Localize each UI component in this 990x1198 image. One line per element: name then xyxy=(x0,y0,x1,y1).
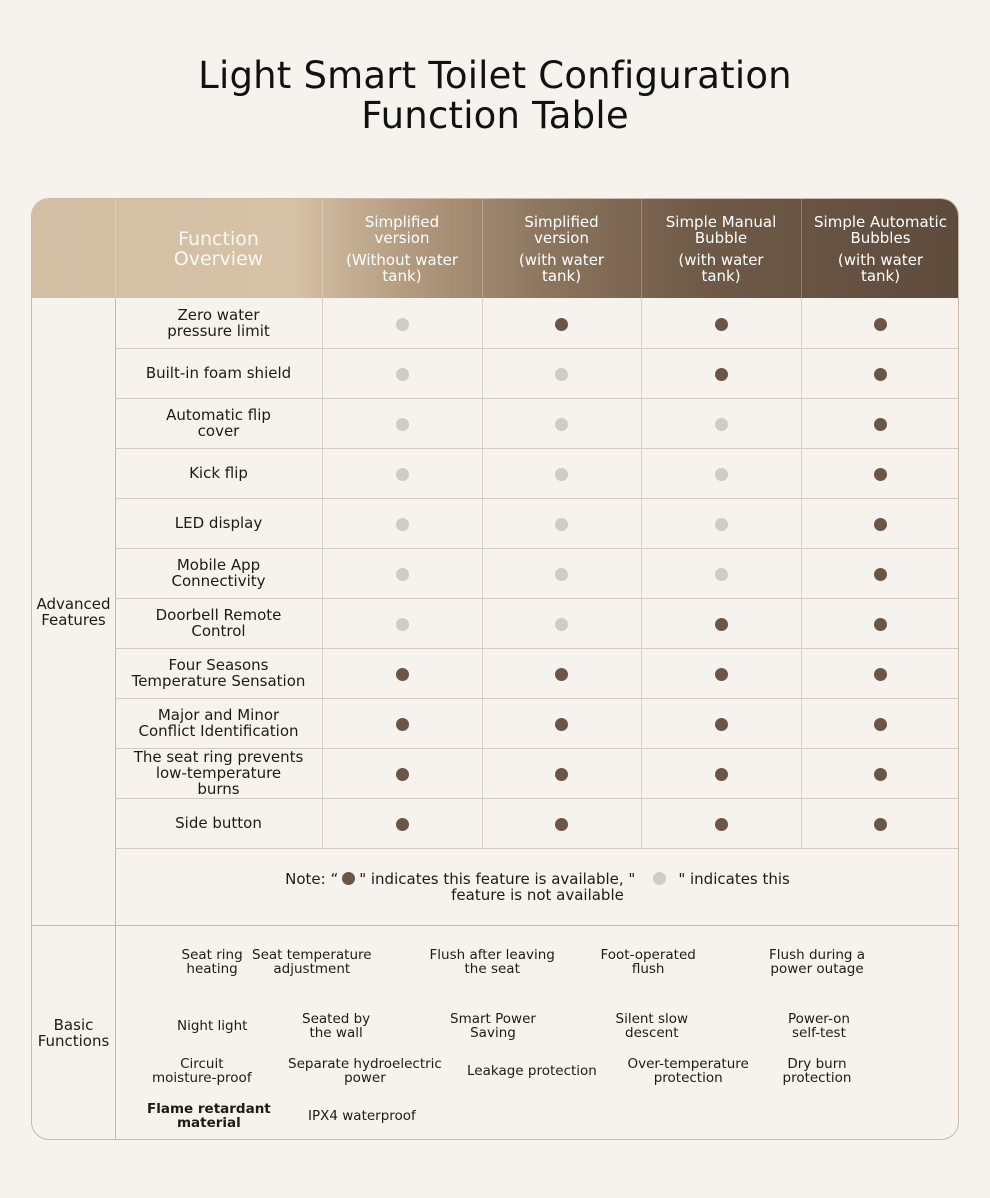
feature-label xyxy=(115,348,322,398)
available-dot xyxy=(555,318,568,331)
function-overview-line: Overview xyxy=(173,247,264,270)
note-prefix: Note: “ xyxy=(285,869,339,888)
basic-function-line: heating xyxy=(186,961,238,977)
feature-line: Connectivity xyxy=(171,572,266,590)
column-subtitle-line: (with water xyxy=(678,250,764,269)
available-dot xyxy=(874,668,887,681)
feature-line: Side button xyxy=(175,814,262,832)
page-title xyxy=(0,56,990,136)
unavailable-dot xyxy=(396,618,409,631)
feature-line: Four Seasons xyxy=(168,656,269,674)
basic-function-item xyxy=(308,1109,416,1123)
unavailable-dot xyxy=(555,368,568,381)
group-line: Features xyxy=(41,610,106,629)
available-dot xyxy=(874,718,887,731)
available-dot xyxy=(396,818,409,831)
column-name-line: Bubbles xyxy=(850,228,911,247)
unavailable-dot xyxy=(396,468,409,481)
available-dot xyxy=(715,768,728,781)
available-dot xyxy=(396,718,409,731)
feature-label xyxy=(115,648,322,698)
available-dot xyxy=(715,618,728,631)
unavailable-dot xyxy=(396,418,409,431)
available-dot xyxy=(715,318,728,331)
note-middle: " indicates this feature is available, " xyxy=(359,869,636,888)
unavailable-dot xyxy=(715,518,728,531)
basic-function-line: Smart Power xyxy=(450,1011,536,1027)
available-dot xyxy=(874,518,887,531)
feature-label xyxy=(115,598,322,648)
unavailable-dot xyxy=(396,318,409,331)
feature-line: LED display xyxy=(174,514,263,532)
available-dot xyxy=(874,318,887,331)
column-subtitle-line: tank) xyxy=(860,266,901,285)
column-subtitle xyxy=(346,252,458,284)
unavailable-dot xyxy=(555,618,568,631)
available-dot xyxy=(555,718,568,731)
basic-function-line: adjustment xyxy=(273,961,351,977)
basic-function-item xyxy=(601,948,696,976)
basic-function-line: power xyxy=(344,1070,386,1086)
basic-function-line: the seat xyxy=(464,961,520,977)
feature-label xyxy=(115,498,322,548)
basic-function-line: moisture-proof xyxy=(152,1070,252,1086)
available-dot xyxy=(874,618,887,631)
title-line-2: Function Table xyxy=(361,94,629,137)
basic-function-line: Flush during a xyxy=(769,947,866,963)
section-divider xyxy=(32,925,959,926)
basic-function-line: Seat ring xyxy=(181,947,243,963)
basic-function-item xyxy=(147,1102,271,1130)
feature-text xyxy=(134,749,304,797)
header-divider xyxy=(482,199,483,298)
basic-function-line: the wall xyxy=(309,1025,363,1041)
basic-function-line: Dry burn xyxy=(787,1056,847,1072)
column-name-line: Bubble xyxy=(694,228,748,247)
column-subtitle-line: tank) xyxy=(382,266,422,285)
basic-function-line: descent xyxy=(625,1025,679,1041)
function-table xyxy=(31,198,959,1140)
feature-text xyxy=(166,407,271,439)
basic-function-item xyxy=(783,1057,852,1085)
basic-function-line: Night light xyxy=(177,1018,248,1034)
basic-function-item xyxy=(450,1012,536,1040)
note-suffix: " indicates this xyxy=(678,869,790,888)
basic-function-line: protection xyxy=(653,1070,723,1086)
available-dot xyxy=(715,668,728,681)
column-name-line: version xyxy=(534,228,589,247)
column-divider xyxy=(801,298,802,848)
feature-label xyxy=(115,298,322,348)
feature-line: Major and Minor xyxy=(157,706,280,724)
group-label-advanced xyxy=(32,298,115,925)
feature-line: Mobile App xyxy=(176,556,261,574)
available-dot xyxy=(874,468,887,481)
unavailable-dot xyxy=(555,568,568,581)
unavailable-dot xyxy=(396,368,409,381)
feature-line: Temperature Sensation xyxy=(131,672,306,690)
group-text xyxy=(38,1017,110,1049)
basic-function-item xyxy=(788,1012,850,1040)
basic-function-line: Flush after leaving xyxy=(429,947,555,963)
feature-line: low-temperature xyxy=(155,764,282,782)
column-name-line: Simple Automatic xyxy=(814,212,947,231)
basic-function-line: Circuit xyxy=(180,1056,224,1072)
basic-function-item xyxy=(288,1057,442,1085)
column-divider xyxy=(482,298,483,848)
feature-label xyxy=(115,398,322,448)
basic-function-item xyxy=(769,948,865,976)
available-dot xyxy=(874,368,887,381)
column-name xyxy=(365,214,439,246)
unavailable-dot xyxy=(715,468,728,481)
unavailable-dot xyxy=(396,568,409,581)
legend-note xyxy=(115,848,959,925)
header-divider xyxy=(801,199,802,298)
basic-function-item xyxy=(467,1064,597,1078)
feature-text xyxy=(175,815,262,831)
feature-label xyxy=(115,548,322,598)
basic-function-item xyxy=(628,1057,749,1085)
feature-line: cover xyxy=(197,422,240,440)
basic-function-line: Seated by xyxy=(302,1011,371,1027)
group-label-basic xyxy=(32,925,115,1140)
feature-text xyxy=(175,515,262,531)
unavailable-dot xyxy=(555,468,568,481)
column-header-2 xyxy=(482,199,641,298)
group-text xyxy=(36,596,110,628)
note-line-2: feature is not available xyxy=(451,885,624,904)
basic-function-line: IPX4 waterproof xyxy=(308,1108,416,1124)
column-name xyxy=(814,214,947,246)
column-subtitle xyxy=(678,252,763,284)
feature-label xyxy=(115,448,322,498)
feature-line: The seat ring prevents xyxy=(133,748,304,766)
column-name-line: Simplified xyxy=(364,212,440,231)
feature-line: Built-in foam shield xyxy=(145,364,292,382)
available-dot xyxy=(342,872,355,885)
basic-function-item xyxy=(177,1019,247,1033)
feature-line: Doorbell Remote xyxy=(155,606,282,624)
column-header-1 xyxy=(322,199,482,298)
column-subtitle-line: tank) xyxy=(541,266,582,285)
basic-function-line: flush xyxy=(631,961,665,977)
basic-function-line: protection xyxy=(782,1070,852,1086)
available-dot xyxy=(396,668,409,681)
column-name xyxy=(524,214,598,246)
column-divider xyxy=(322,298,323,848)
basic-function-line: Seat temperature xyxy=(252,947,372,963)
basic-function-item xyxy=(252,948,372,976)
column-name xyxy=(666,214,777,246)
feature-label xyxy=(115,698,322,748)
group-line: Functions xyxy=(37,1032,110,1050)
available-dot xyxy=(874,768,887,781)
available-dot xyxy=(555,668,568,681)
feature-text xyxy=(138,707,298,739)
column-name-line: Simplified xyxy=(524,212,599,231)
title-line-1: Light Smart Toilet Configuration xyxy=(198,54,792,97)
basic-function-item xyxy=(302,1012,370,1040)
unavailable-dot xyxy=(653,872,666,885)
feature-label xyxy=(115,798,322,848)
feature-line: Control xyxy=(191,622,246,640)
feature-line: Kick flip xyxy=(189,464,248,482)
unavailable-dot xyxy=(555,518,568,531)
basic-function-line: Over-temperature xyxy=(627,1056,749,1072)
feature-line: Automatic flip xyxy=(166,406,271,424)
available-dot xyxy=(555,768,568,781)
unavailable-dot xyxy=(396,518,409,531)
basic-function-line: material xyxy=(176,1115,241,1131)
column-header-3 xyxy=(641,199,801,298)
basic-function-item xyxy=(616,1012,689,1040)
column-name-line: version xyxy=(374,228,430,247)
group-line: Basic xyxy=(53,1016,94,1034)
feature-text xyxy=(132,657,306,689)
unavailable-dot xyxy=(715,418,728,431)
column-subtitle xyxy=(519,252,604,284)
basic-function-line: Leakage protection xyxy=(467,1063,597,1079)
feature-text xyxy=(172,557,266,589)
feature-line: burns xyxy=(197,780,240,798)
feature-text xyxy=(156,607,282,639)
note-line-1 xyxy=(285,871,790,887)
available-dot xyxy=(715,368,728,381)
feature-text xyxy=(167,307,270,339)
column-subtitle-line: tank) xyxy=(701,266,741,285)
feature-label xyxy=(115,748,322,798)
basic-function-line: Flame retardant xyxy=(147,1101,271,1117)
available-dot xyxy=(715,818,728,831)
group-line: Advanced xyxy=(36,594,111,613)
function-overview-line: Function xyxy=(178,227,259,250)
available-dot xyxy=(555,818,568,831)
function-overview-header xyxy=(115,199,322,298)
basic-function-line: Foot-operated xyxy=(600,947,696,963)
basic-function-line: Separate hydroelectric xyxy=(288,1056,442,1072)
column-subtitle xyxy=(838,252,923,284)
available-dot xyxy=(715,718,728,731)
feature-text xyxy=(189,465,248,481)
basic-function-line: self-test xyxy=(791,1025,846,1041)
available-dot xyxy=(396,768,409,781)
basic-function-line: Power-on xyxy=(788,1011,850,1027)
basic-function-line: Silent slow xyxy=(615,1011,689,1027)
feature-line: pressure limit xyxy=(167,322,270,340)
basic-function-line: power outage xyxy=(770,961,864,977)
column-subtitle-line: (Without water xyxy=(346,250,458,269)
feature-text xyxy=(146,365,291,381)
basic-function-item xyxy=(430,948,555,976)
basic-function-line: Saving xyxy=(470,1025,516,1041)
column-name-line: Simple Manual xyxy=(665,212,777,231)
column-divider xyxy=(641,298,642,848)
column-header-4 xyxy=(801,199,959,298)
column-subtitle-line: (with water xyxy=(518,250,605,269)
header-divider xyxy=(322,199,323,298)
available-dot xyxy=(874,418,887,431)
basic-function-item xyxy=(152,1057,252,1085)
available-dot xyxy=(874,568,887,581)
basic-function-item xyxy=(182,948,243,976)
header-divider xyxy=(115,199,116,298)
header-divider xyxy=(641,199,642,298)
column-subtitle-line: (with water xyxy=(837,250,924,269)
unavailable-dot xyxy=(555,418,568,431)
feature-line: Conflict Identification xyxy=(138,722,299,740)
feature-line: Zero water xyxy=(177,306,260,324)
unavailable-dot xyxy=(715,568,728,581)
available-dot xyxy=(874,818,887,831)
